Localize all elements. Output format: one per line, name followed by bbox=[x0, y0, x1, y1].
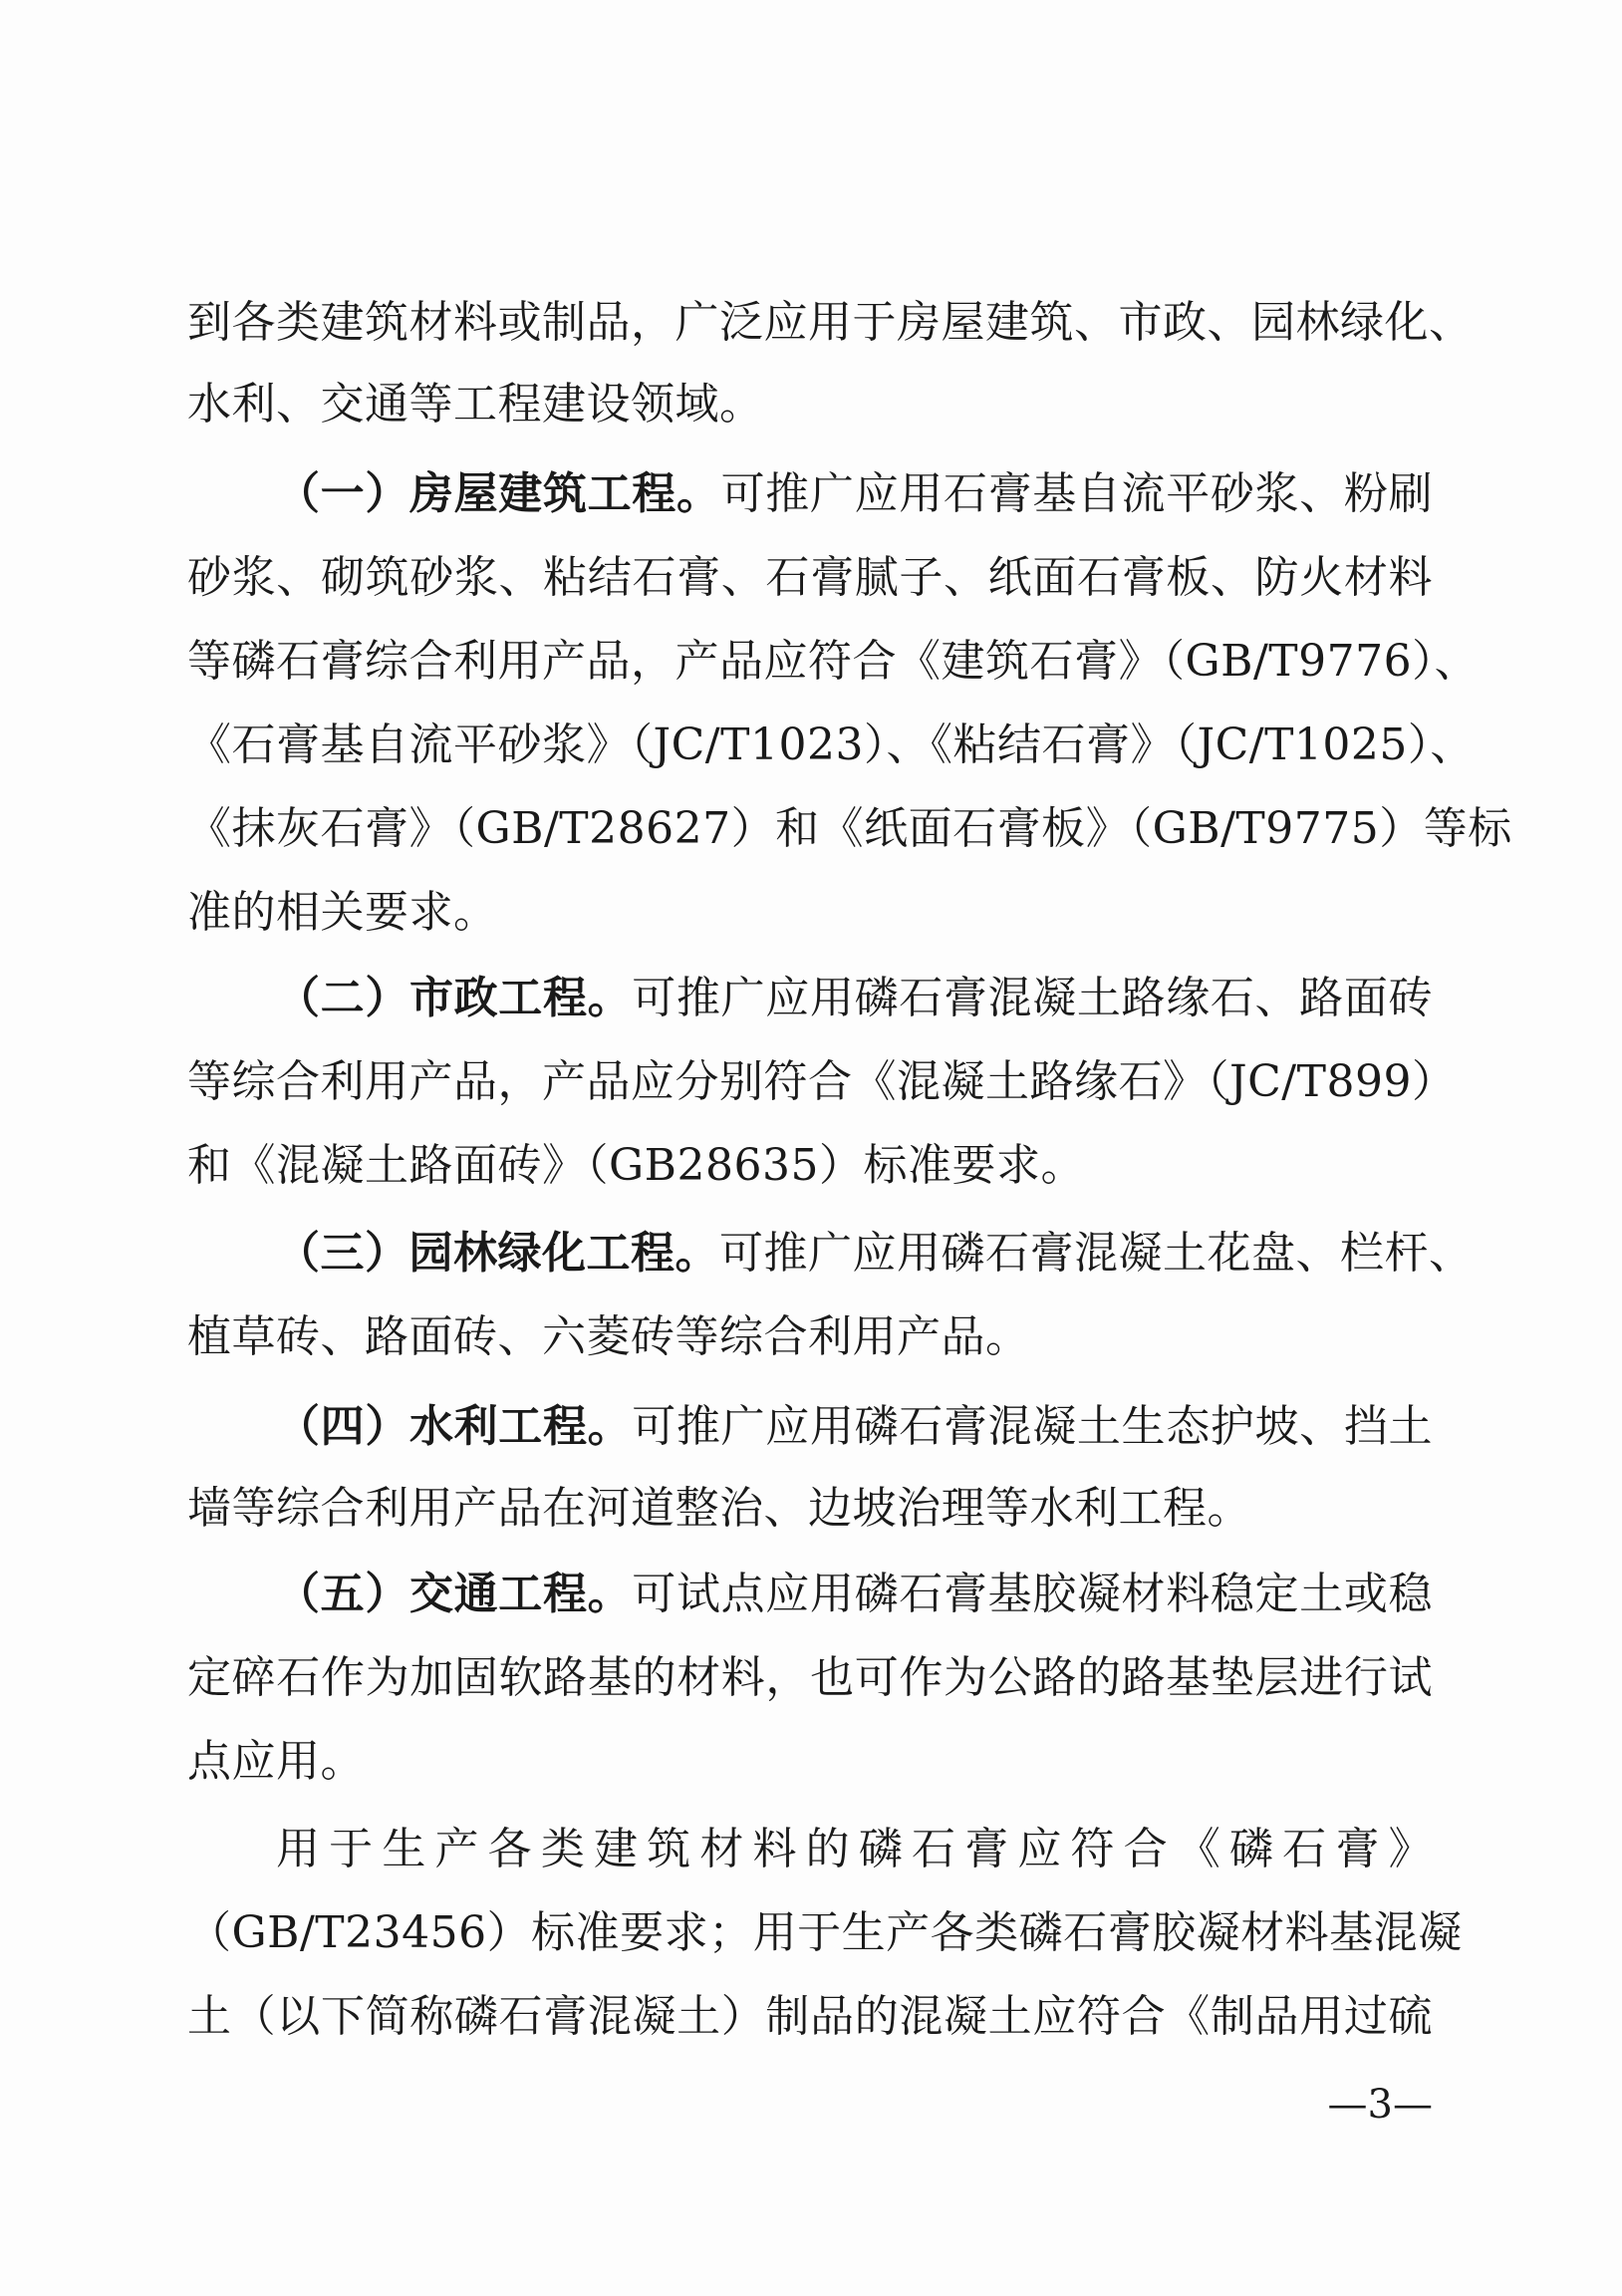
section-4-heading: （四）水利工程。 bbox=[276, 1401, 633, 1452]
body-text-line: 水利、交通等工程建设领域。 bbox=[187, 379, 764, 430]
body-text: 可推广应用磷石膏混凝土路缘石、路面砖 bbox=[632, 973, 1433, 1023]
body-text-line: 植草砖、路面砖、六菱砖等综合利用产品。 bbox=[187, 1311, 1030, 1362]
body-text-line: 砂浆、砌筑砂浆、粘结石膏、石膏腻子、纸面石膏板、防火材料 bbox=[187, 552, 1433, 603]
body-text-line: 《抹灰石膏》（GB/T28627）和《纸面石膏板》（GB/T9775）等标 bbox=[187, 803, 1512, 854]
section-3-heading: （三）园林绿化工程。 bbox=[276, 1228, 719, 1279]
body-text-line: 土（以下简称磷石膏混凝土）制品的混凝土应符合《制品用过硫 bbox=[187, 1991, 1433, 2042]
section-1-heading: （一）房屋建筑工程。 bbox=[276, 468, 721, 519]
body-text: 可试点应用磷石膏基胶凝材料稳定土或稳 bbox=[632, 1569, 1433, 1619]
body-text-line: 定碎石作为加固软路基的材料，也可作为公路的路基垫层进行试 bbox=[187, 1652, 1433, 1703]
body-text: 可推广应用磷石膏混凝土花盘、栏杆、 bbox=[719, 1228, 1474, 1279]
body-text: 可推广应用石膏基自流平砂浆、粉刷 bbox=[720, 468, 1434, 519]
section-2-paragraph-line bbox=[276, 973, 1433, 1023]
section-4-paragraph-line bbox=[276, 1401, 1433, 1452]
section-5-heading: （五）交通工程。 bbox=[276, 1569, 633, 1619]
section-2-heading: （二）市政工程。 bbox=[276, 973, 633, 1023]
section-1-paragraph-line bbox=[276, 468, 1434, 519]
body-text-line: （GB/T23456）标准要求；用于生产各类磷石膏胶凝材料基混凝 bbox=[187, 1907, 1463, 1958]
body-text-line: 墙等综合利用产品在河道整治、边坡治理等水利工程。 bbox=[187, 1483, 1251, 1534]
body-text: 可推广应用磷石膏混凝土生态护坡、挡土 bbox=[632, 1401, 1433, 1452]
section-5-paragraph-line bbox=[276, 1569, 1433, 1619]
page-number: —3— bbox=[1327, 2082, 1433, 2128]
body-text-line: 《石膏基自流平砂浆》（JC/T1023）、《粘结石膏》（JC/T1025）、 bbox=[187, 719, 1475, 770]
closing-paragraph-line: 用于生产各类建筑材料的磷石膏应符合《磷石膏》 bbox=[276, 1824, 1433, 1874]
body-text-line: 到各类建筑材料或制品，广泛应用于房屋建筑、市政、园林绿化、 bbox=[187, 297, 1474, 348]
body-text-line: 点应用。 bbox=[187, 1736, 365, 1787]
section-3-paragraph-line bbox=[276, 1228, 1474, 1279]
body-text-line: 等综合利用产品，产品应分别符合《混凝土路缘石》（JC/T899） bbox=[187, 1056, 1457, 1107]
body-text-line: 准的相关要求。 bbox=[187, 887, 498, 938]
body-text-line: 和《混凝土路面砖》（GB28635）标准要求。 bbox=[187, 1140, 1085, 1191]
body-text-line: 等磷石膏综合利用产品，产品应符合《建筑石膏》（GB/T9776）、 bbox=[187, 636, 1480, 687]
